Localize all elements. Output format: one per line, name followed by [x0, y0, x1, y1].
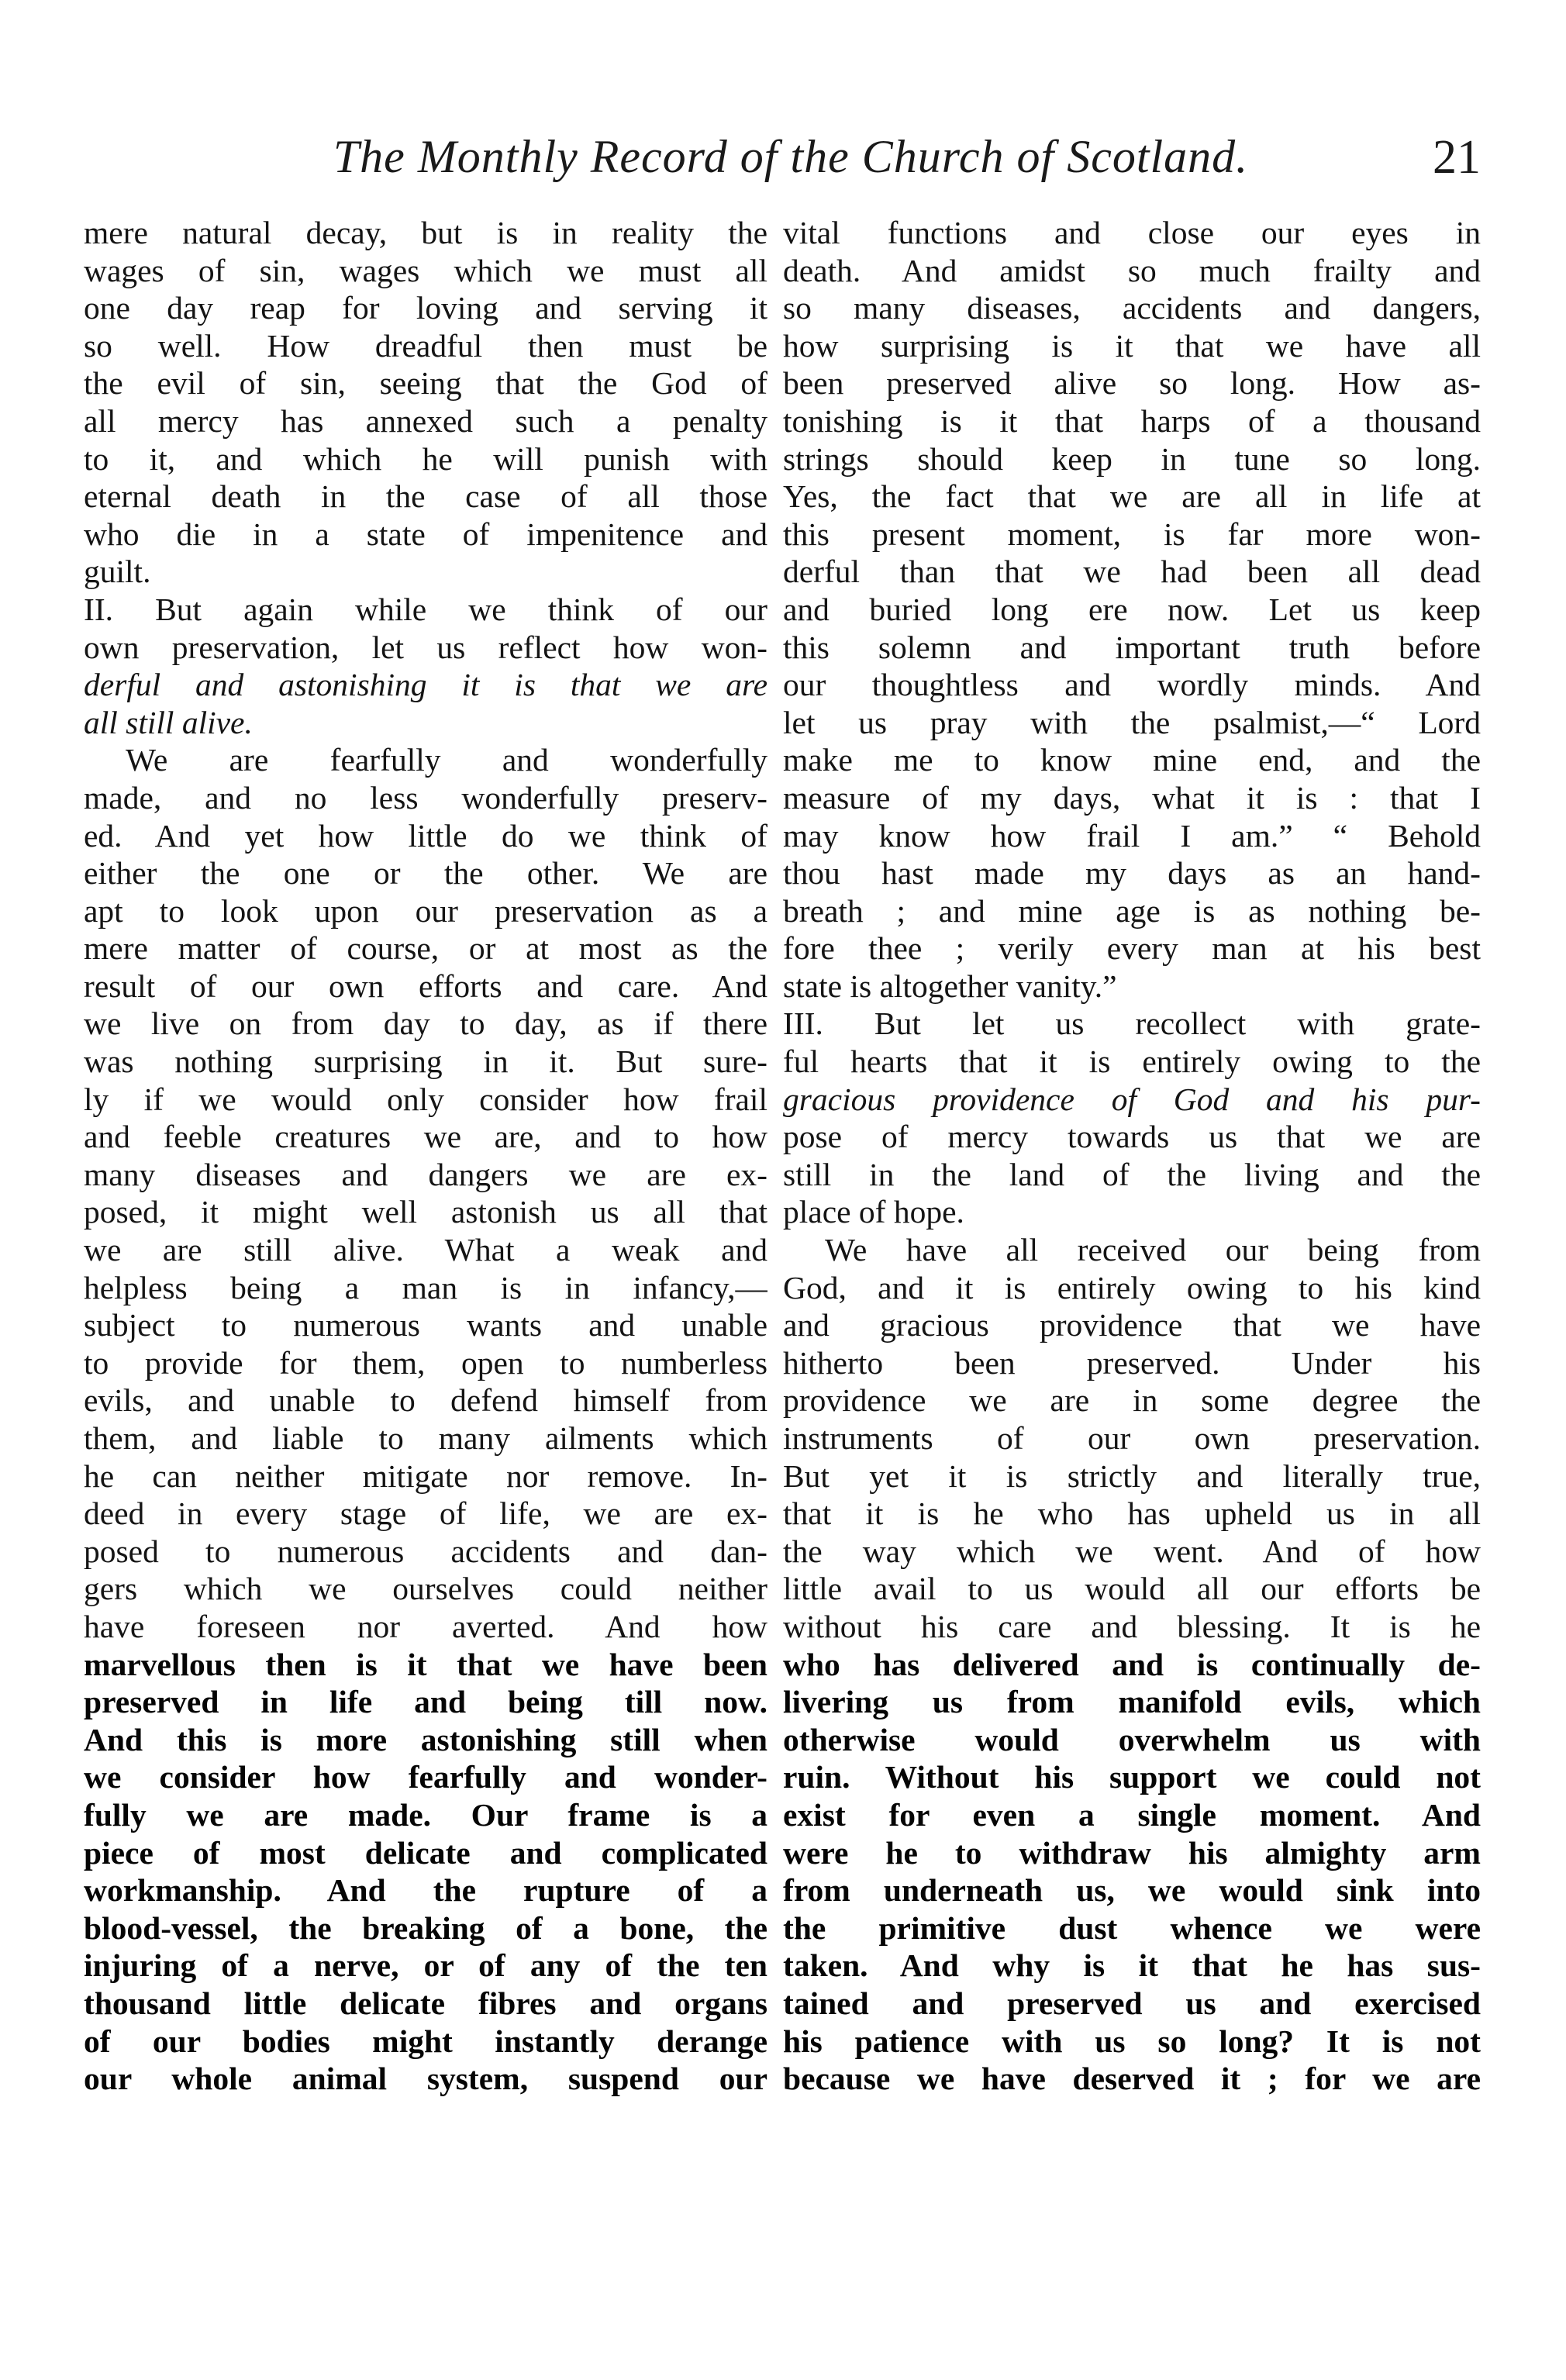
text-line: of our bodies might instantly derange: [84, 2023, 767, 2059]
text-line: piece of most delicate and complicated: [84, 1834, 767, 1871]
text-line: fully we are made. Our frame is a: [84, 1796, 767, 1833]
text-line: breath ; and mine age is as nothing be-: [783, 892, 1481, 929]
text-line: ful hearts that it is entirely owing to the: [783, 1043, 1481, 1080]
text-line: evils, and unable to defend himself from: [84, 1382, 767, 1419]
text-line: ed. And yet how little do we think of: [84, 817, 767, 854]
text-line: otherwise would overwhelm us with: [783, 1721, 1481, 1757]
text-line: marvellous then is it that we have been: [84, 1646, 767, 1682]
text-line: injuring of a nerve, or of any of the ten: [84, 1947, 767, 1984]
text-line: posed to numerous accidents and dan-: [84, 1533, 767, 1569]
text-line: God, and it is entirely owing to his kind: [783, 1269, 1481, 1306]
text-line: workmanship. And the rupture of a: [84, 1872, 767, 1909]
text-line: gracious providence of God and his pur-: [783, 1081, 1481, 1117]
right-text-column: [783, 214, 1481, 2098]
text-line: exist for even a single moment. And: [783, 1796, 1481, 1833]
text-line: livering us from manifold evils, which: [783, 1684, 1481, 1720]
text-line: thou hast made my days as an hand-: [783, 855, 1481, 892]
text-line: mere matter of course, or at most as the: [84, 930, 767, 967]
text-line: we live on from day to day, as if there: [84, 1005, 767, 1042]
text-line: deed in every stage of life, we are ex-: [84, 1495, 767, 1532]
text-line: all still alive.: [84, 704, 253, 740]
text-line: let us pray with the psalmist,—“ Lord: [783, 704, 1481, 740]
text-line: little avail to us would all our efforts be: [783, 1571, 1481, 1607]
text-line: to provide for them, open to numberless: [84, 1344, 767, 1381]
text-line: We have all received our being from: [825, 1232, 1481, 1268]
text-line: thousand little delicate fibres and organs: [84, 1985, 767, 2021]
text-line: result of our own efforts and care. And: [84, 968, 767, 1004]
text-line: derful and astonishing it is that we are: [84, 667, 767, 703]
text-line: strings should keep in tune so long.: [783, 440, 1481, 477]
text-line: taken. And why is it that he has sus-: [783, 1947, 1481, 1984]
text-line: the evil of sin, seeing that the God of: [84, 365, 767, 402]
text-line: many diseases and dangers we are ex-: [84, 1156, 767, 1192]
text-line: preserved in life and being till now.: [84, 1684, 767, 1720]
text-line: have foreseen nor averted. And how: [84, 1608, 767, 1644]
text-line: eternal death in the case of all those: [84, 478, 767, 515]
text-line: instruments of our own preservation.: [783, 1420, 1481, 1456]
text-line: either the one or the other. We are: [84, 855, 767, 892]
text-line: our thoughtless and wordly minds. And: [783, 667, 1481, 703]
text-line: them, and liable to many ailments which: [84, 1420, 767, 1456]
text-line: vital functions and close our eyes in: [783, 215, 1481, 250]
text-line: tonishing is it that harps of a thousand: [783, 402, 1481, 439]
text-line: death. And amidst so much frailty and: [783, 252, 1481, 288]
text-line: still in the land of the living and the: [783, 1156, 1481, 1192]
text-line: been preserved alive so long. How as-: [783, 365, 1481, 402]
text-line: But yet it is strictly and literally true,: [783, 1457, 1481, 1494]
text-line: own preservation, let us reflect how won-: [84, 629, 767, 665]
text-line: one day reap for loving and serving it: [84, 290, 767, 326]
text-line: all mercy has annexed such a penalty: [84, 402, 767, 439]
text-line: and buried long ere now. Let us keep: [783, 591, 1481, 627]
text-line: to it, and which he will punish with: [84, 440, 767, 477]
text-line: may know how frail I am.” “ Behold: [783, 817, 1481, 854]
text-line: he can neither mitigate nor remove. In-: [84, 1457, 767, 1494]
text-line: II. But again while we think of our: [84, 591, 767, 627]
text-line: place of hope.: [783, 1194, 964, 1230]
text-line: without his care and blessing. It is he: [783, 1608, 1481, 1644]
text-line: pose of mercy towards us that we are: [783, 1119, 1481, 1155]
text-line: guilt.: [84, 554, 151, 590]
text-line: measure of my days, what it is : that I: [783, 779, 1481, 816]
text-line: blood-vessel, the breaking of a bone, the: [84, 1909, 767, 1946]
text-line: gers which we ourselves could neither: [84, 1571, 767, 1607]
text-line: who has delivered and is continually de-: [783, 1646, 1481, 1682]
text-line: Yes, the fact that we are all in life at: [783, 478, 1481, 515]
text-line: from underneath us, we would sink into: [783, 1872, 1481, 1909]
text-line: the primitive dust whence we were: [783, 1909, 1481, 1946]
journal-title: The Monthly Record of the Church of Scotland.: [333, 131, 1249, 182]
left-text-column: [84, 214, 767, 2098]
text-line: make me to know mine end, and the: [783, 742, 1481, 778]
text-line: who die in a state of impenitence and: [84, 516, 767, 552]
text-line: providence we are in some degree the: [783, 1382, 1481, 1419]
text-line: and gracious providence that we have: [783, 1307, 1481, 1343]
text-line: tained and preserved us and exercised: [783, 1985, 1481, 2021]
text-line: how surprising is it that we have all: [783, 327, 1481, 364]
text-line: and feeble creatures we are, and to how: [84, 1119, 767, 1155]
text-line: We are fearfully and wonderfully: [126, 742, 767, 778]
text-line: ruin. Without his support we could not: [783, 1759, 1481, 1795]
text-line: was nothing surprising in it. But sure-: [84, 1043, 767, 1080]
text-line: subject to numerous wants and unable: [84, 1307, 767, 1343]
text-line: apt to look upon our preservation as a: [84, 892, 767, 929]
text-line: made, and no less wonderfully preserv-: [84, 779, 767, 816]
running-header: [256, 130, 1481, 200]
text-line: that it is he who has upheld us in all: [783, 1495, 1481, 1532]
text-line: mere natural decay, but is in reality the: [84, 215, 767, 250]
text-line: posed, it might well astonish us all that: [84, 1194, 767, 1230]
text-line: ly if we would only consider how frail: [84, 1081, 767, 1117]
text-line: state is altogether vanity.”: [783, 968, 1117, 1004]
text-line: because we have deserved it ; for we are: [783, 2061, 1481, 2097]
text-line: were he to withdraw his almighty arm: [783, 1834, 1481, 1871]
text-line: his patience with us so long? It is not: [783, 2023, 1481, 2059]
text-line: wages of sin, wages which we must all: [84, 252, 767, 288]
text-line: helpless being a man is in infancy,—: [84, 1269, 767, 1306]
text-line: the way which we went. And of how: [783, 1533, 1481, 1569]
text-line: this present moment, is far more won-: [783, 516, 1481, 552]
text-line: fore thee ; verily every man at his best: [783, 930, 1481, 967]
text-line: hitherto been preserved. Under his: [783, 1344, 1481, 1381]
page-number: 21: [1433, 131, 1481, 184]
text-line: derful than that we had been all dead: [783, 554, 1481, 590]
text-line: III. But let us recollect with grate-: [783, 1005, 1481, 1042]
text-line: And this is more astonishing still when: [84, 1721, 767, 1757]
text-line: we consider how fearfully and wonder-: [84, 1759, 767, 1795]
text-line: our whole animal system, suspend our: [84, 2061, 767, 2097]
text-line: we are still alive. What a weak and: [84, 1232, 767, 1268]
text-line: so well. How dreadful then must be: [84, 327, 767, 364]
text-line: this solemn and important truth before: [783, 629, 1481, 665]
text-line: so many diseases, accidents and dangers,: [783, 290, 1481, 326]
